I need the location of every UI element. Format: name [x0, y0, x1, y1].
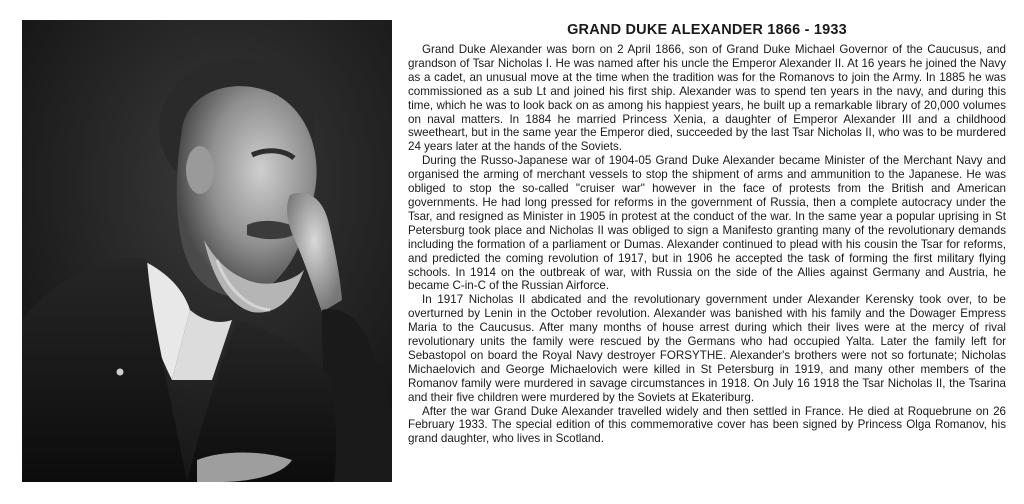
article [408, 22, 1006, 492]
article-paragraph-revolution: In 1917 Nicholas II abdicated and the revolutionary government under Alexander Kerensky took over, to be overturned by Lenin in the October revolution. Alexander was banished with his family and the Dowager Empress Maria to the Caucusus. After many months of house arrest during which their lives were at the mercy of rival revolutionary units the family were rescued by the Germans who had occupied Yalta. Later the family left for Sebastopol on board the Royal Navy destroyer FORSYTHE. Alexander's brothers were not so fortunate; Nicholas Michaelovich and George Michaelovich were killed in St Petersburg in 1919, and many other members of the Romanov family were murdered in savage circumstances in 1918. On July 16 1918 the Tsar Nicholas II, the Tsarina and their five children were murdered by the Soviets at Ekateriburg. [408, 293, 1006, 404]
article-paragraph-birth: Grand Duke Alexander was born on 2 April 1866, son of Grand Duke Michael Governor of the Caucusus, and grandson of Tsar Nicholas I. He was named after his uncle the Emperor Alexander II. At 16 years he joined the Navy as a cadet, an unusual move at the time when the tradition was for the Romanovs to join the Army. In 1885 he was commissioned as a sub Lt and joined his first ship. Alexander was to spend ten years in the navy, and during this time, which he was to look back on as among his happiest years, he built up a remarkable library of 20,000 volumes on naval matters. In 1884 he married Princess Xenia, a daughter of Emperor Alexander III and a childhood sweetheart, but in the same year the Emperor died, succeeded by the last Tsar Nicholas II, who was to be murdered 24 years later at the hands of the Soviets. [408, 43, 1006, 154]
article-paragraph-exile: After the war Grand Duke Alexander travelled widely and then settled in France. He died at Roquebrune on 26 February 1933. The special edition of this commemorative cover has been signed by Princess Olga Romanov, his grand daughter, who lives in Scotland. [408, 404, 1006, 446]
article-title: GRAND DUKE ALEXANDER 1866 - 1933 [567, 22, 847, 38]
portrait-illustration [22, 20, 392, 482]
article-paragraph-war: During the Russo-Japanese war of 1904-05 Grand Duke Alexander became Minister of the Merchant Navy and organised the arming of merchant vessels to stop the shipment of arms and ammunition to the Japanese. He was obliged to stop the so-called "cruiser war" however in the face of protests from the British and American governments. He had long pressed for reforms in the government of Russia, then a complete autocracy under the Tsar, and resigned as Minister in 1905 in protest at the conduct of the war. In the same year a popular uprising in St Petersburg took place and Nicholas II was obliged to sign a Manifesto granting many of the revolutionary demands including the formation of a parliament or Dumas. Alexander continued to plead with his cousin the Tsar for reforms, and predicted the coming revolution of 1917, but in 1906 he accepted the task of forming the first military flying schools. In 1914 on the outbreak of war, with Russia on the side of the Allies against Germany and Austria, he became C-in-C of the Russian Airforce. [408, 154, 1006, 293]
portrait-photo [22, 20, 392, 482]
